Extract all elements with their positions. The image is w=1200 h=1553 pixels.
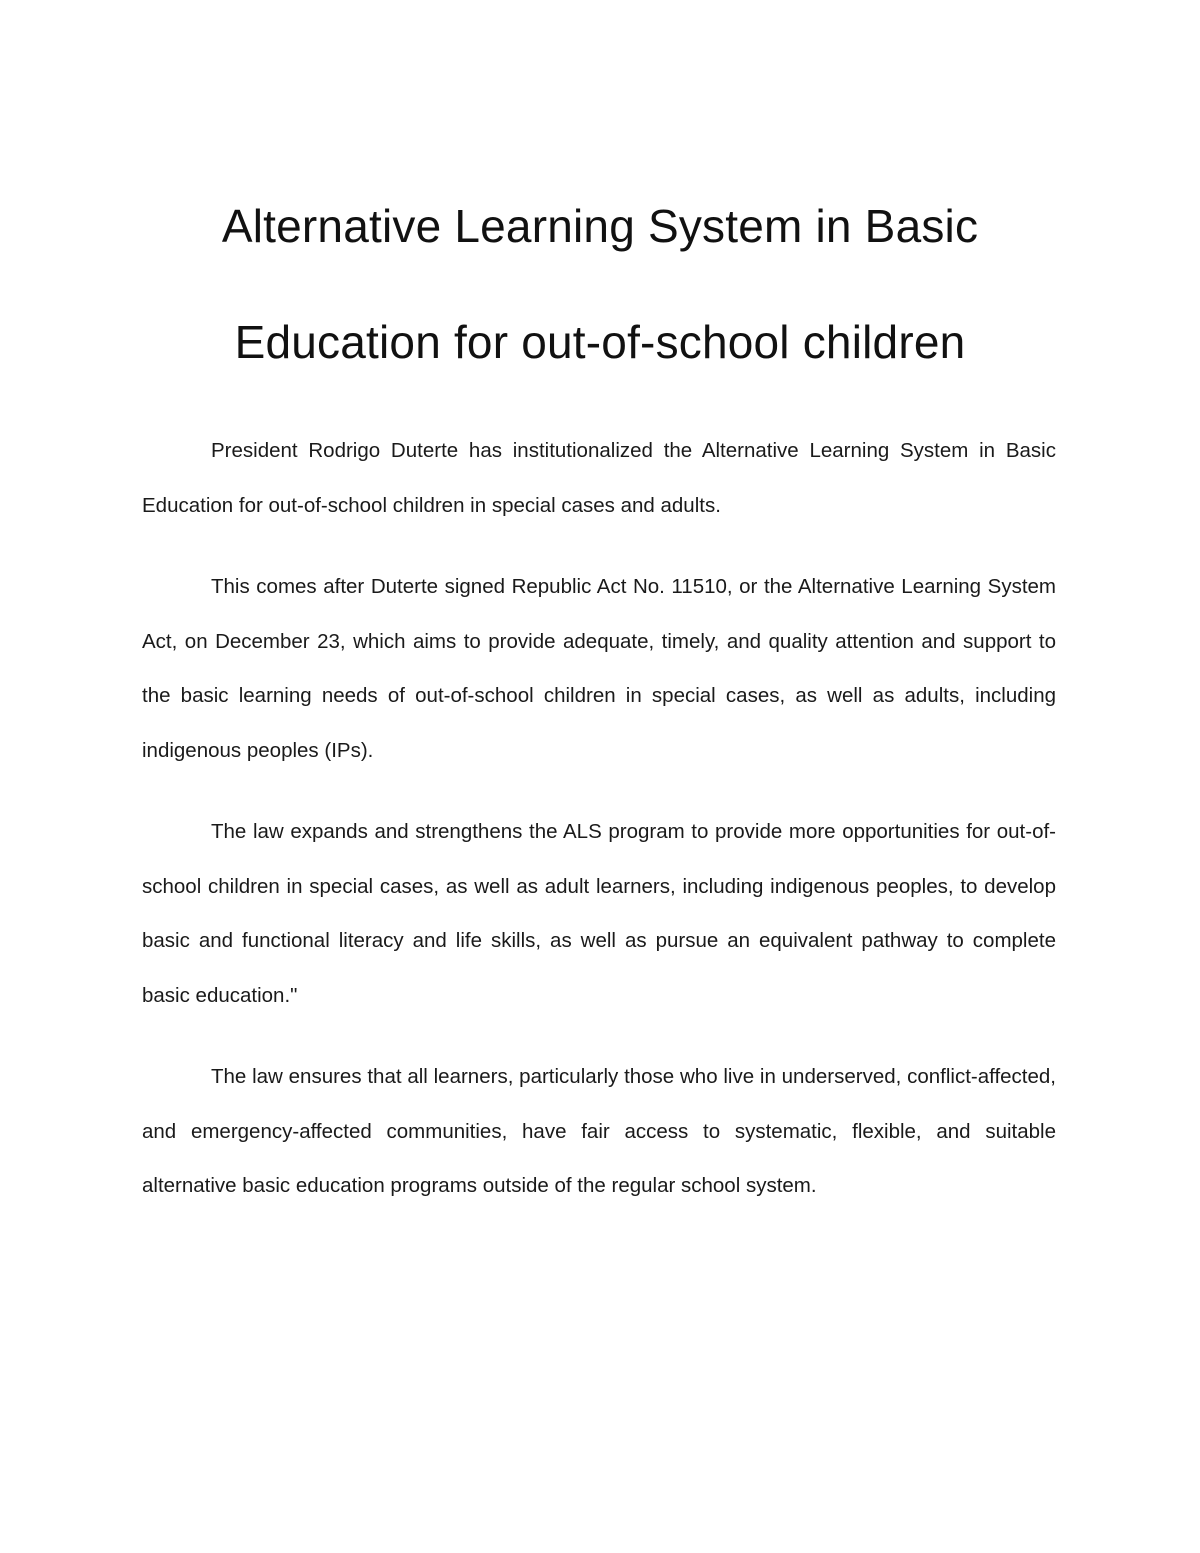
title-line-1: Alternative Learning System in Basic (221, 200, 979, 252)
page-title (140, 168, 1060, 400)
document-body (142, 424, 1056, 1241)
paragraph-3: The law expands and strengthens the ALS program to provide more opportunities for out-of-school children in special cases, as well as adult learners, including indigenous peoples, to develop basic and functional literacy and life skills, as well as pursue an equivalent pathway to complete basic education." (142, 820, 1056, 1007)
title-line-2: Education for out-of-school children (234, 316, 966, 368)
paragraph-2: This comes after Duterte signed Republic Act No. 11510, or the Alternative Learning System Act, on December 23, which aims to provide adequate, timely, and quality attention and support to the basic learning needs of out-of-school children in special cases, as well as adults, including indigenous peoples (IPs). (142, 575, 1056, 762)
paragraph-1: President Rodrigo Duterte has institutionalized the Alternative Learning System in Basic Education for out-of-school children in special cases and adults. (142, 439, 1056, 517)
paragraph-4: The law ensures that all learners, particularly those who live in underserved, conflict-affected, and emergency-affected communities, have fair access to systematic, flexible, and suitable alternative basic education programs outside of the regular school system. (142, 1065, 1056, 1197)
